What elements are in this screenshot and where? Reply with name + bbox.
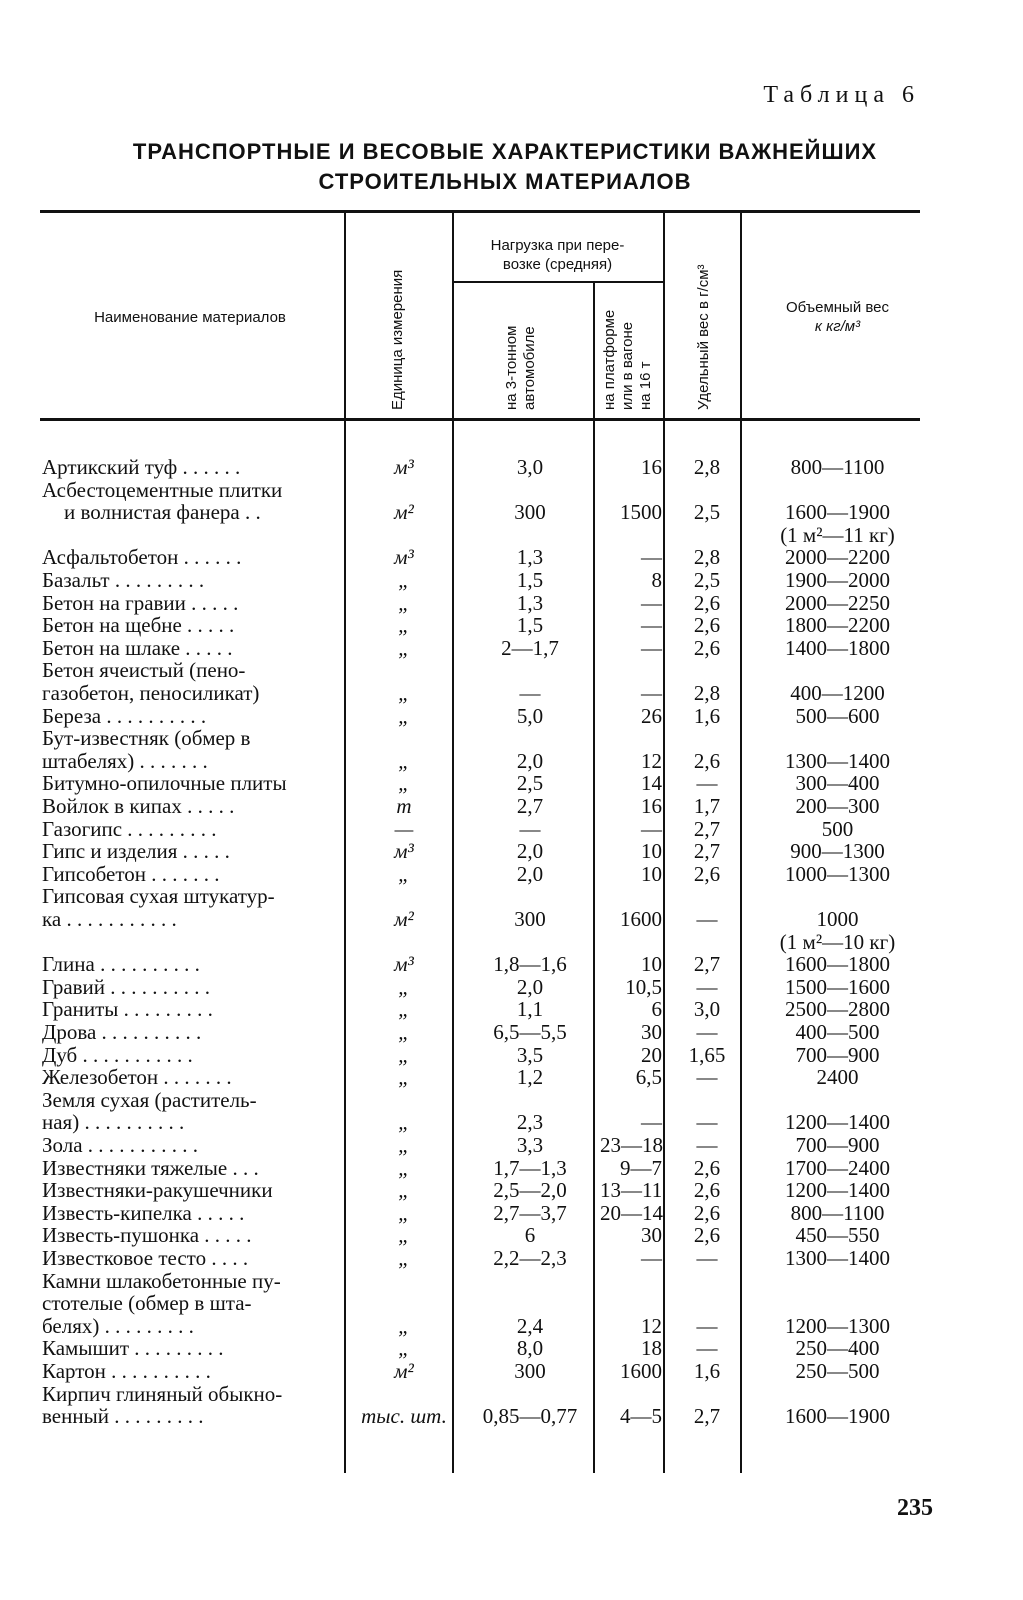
cell-wagon: 4—5 <box>620 1404 662 1429</box>
cell-name: Глина . . . . . . . . . . <box>42 953 200 977</box>
cell-wagon: 20—14 <box>600 1200 663 1225</box>
cell-specific: 2,8 <box>693 681 721 705</box>
cell-auto: 300 <box>514 1359 546 1383</box>
cell-auto: 1,3 <box>516 590 544 615</box>
cell-auto: — <box>519 681 541 705</box>
cell-auto: 300 <box>514 500 546 525</box>
header-volume-line-1: Объемный вес <box>785 299 890 316</box>
cell-auto: 2—1,7 <box>501 635 559 660</box>
cell-specific: 2,6 <box>693 748 721 773</box>
header-auto-line-2: автомобиле <box>521 326 538 410</box>
cell-unit: „ <box>398 1246 410 1270</box>
cell-name: газобетон, пеносиликат) <box>42 682 260 705</box>
cell-unit: „ <box>398 1133 410 1157</box>
header-wagon <box>601 310 655 410</box>
cell-specific: — <box>696 907 718 931</box>
cell-name: Асбестоцементные плитки <box>42 478 283 502</box>
cell-name: Известковое тесто . . . . <box>42 1247 249 1270</box>
table-row <box>0 659 1023 682</box>
table-row <box>0 569 1023 592</box>
cell-volume: 700—900 <box>795 1133 880 1157</box>
cell-wagon: 12 <box>641 748 662 773</box>
table-row <box>0 1405 1023 1428</box>
header-auto-line-1: на 3-тонном <box>503 325 520 410</box>
table-row <box>0 479 1023 502</box>
cell-auto: 2,5—2,0 <box>493 1178 567 1203</box>
cell-wagon: — <box>641 1110 662 1135</box>
cell-volume: 2400 <box>816 1065 859 1090</box>
cell-specific: — <box>696 771 718 796</box>
cell-auto: 3,3 <box>516 1133 544 1157</box>
cell-wagon: 10 <box>641 861 662 886</box>
cell-volume: 400—500 <box>795 1020 880 1044</box>
cell-unit: „ <box>398 1065 410 1090</box>
cell-wagon: — <box>641 613 662 638</box>
cell-specific: — <box>696 1313 718 1338</box>
cell-specific: 2,6 <box>693 861 721 886</box>
page-number: 235 <box>897 1495 933 1521</box>
cell-volume: 1600—1900 <box>785 500 890 525</box>
cell-specific: 2,8 <box>693 455 721 479</box>
cell-unit: „ <box>398 613 410 638</box>
cell-auto: 1,1 <box>516 997 544 1022</box>
cell-auto: 2,7 <box>516 794 544 818</box>
cell-specific: 2,7 <box>693 839 721 864</box>
load-subheader-rule <box>452 281 663 283</box>
table-row <box>0 1021 1023 1044</box>
table-row <box>0 772 1023 795</box>
cell-name: Бетон на гравии . . . . . <box>42 591 239 615</box>
cell-auto: 0,85—0,77 <box>482 1404 578 1429</box>
header-auto <box>503 326 539 410</box>
cell-unit: м³ <box>394 952 414 977</box>
table-row <box>0 953 1023 976</box>
cell-unit: „ <box>398 1155 410 1180</box>
cell-specific: 2,7 <box>693 952 721 977</box>
cell-volume: 1300—1400 <box>785 1246 890 1270</box>
cell-auto: 2,0 <box>516 861 544 886</box>
cell-volume: 900—1300 <box>790 839 885 864</box>
table-row <box>0 1247 1023 1270</box>
cell-unit: „ <box>398 1313 410 1338</box>
cell-specific: 2,6 <box>693 1200 721 1225</box>
cell-unit: м³ <box>394 455 414 479</box>
cell-auto: 2,3 <box>516 1110 544 1135</box>
table-row <box>0 1157 1023 1180</box>
title-line-1: ТРАНСПОРТНЫЕ И ВЕСОВЫЕ ХАРАКТЕРИСТИКИ ВАЖНЕЙШИХ <box>132 139 878 164</box>
table-row <box>0 1337 1023 1360</box>
cell-specific: 1,6 <box>693 1359 721 1383</box>
cell-auto: 1,5 <box>516 613 544 638</box>
header-wagon-line-2: или в вагоне <box>619 321 636 410</box>
table-row <box>0 1066 1023 1089</box>
cell-volume: 1200—1400 <box>785 1178 890 1203</box>
cell-name: Дуб . . . . . . . . . . . <box>42 1043 193 1067</box>
cell-wagon: — <box>641 545 662 570</box>
cell-name: Железобетон . . . . . . . <box>42 1066 232 1090</box>
cell-volume: 1000 <box>816 907 859 931</box>
table-row <box>0 976 1023 999</box>
cell-volume: 800—1100 <box>790 455 885 479</box>
cell-specific: 2,5 <box>693 500 721 525</box>
header-volume-line-2: к кг/м³ <box>814 318 861 335</box>
cell-name: Береза . . . . . . . . . . <box>42 704 207 728</box>
cell-unit: м³ <box>394 545 414 570</box>
cell-name: Бетон ячеистый (пено- <box>42 659 246 683</box>
cell-name: Картон . . . . . . . . . . <box>42 1360 211 1383</box>
cell-wagon: 9—7 <box>620 1155 662 1180</box>
cell-volume: 250—400 <box>795 1336 880 1361</box>
cell-volume: 2500—2800 <box>785 997 890 1022</box>
cell-unit: „ <box>398 568 410 592</box>
cell-wagon: — <box>641 681 662 705</box>
cell-name: венный . . . . . . . . . <box>42 1405 204 1429</box>
cell-volume: 300—400 <box>795 771 880 796</box>
cell-wagon: 23—18 <box>600 1133 663 1157</box>
table-row <box>0 682 1023 705</box>
table-title <box>40 137 970 197</box>
cell-volume: 1800—2200 <box>785 613 890 638</box>
cell-auto: 2,5 <box>516 771 544 796</box>
header-load-line-2: возке (средняя) <box>502 256 613 273</box>
cell-wagon: 10 <box>641 839 662 864</box>
table-row <box>0 1202 1023 1225</box>
cell-name: Граниты . . . . . . . . . <box>42 998 213 1022</box>
cell-auto: 8,0 <box>516 1336 544 1361</box>
cell-specific: 2,5 <box>693 568 721 592</box>
table-row <box>0 614 1023 637</box>
cell-name: Битумно-опилочные плиты <box>42 772 287 796</box>
header-wagon-line-1: на платформе <box>601 309 618 410</box>
cell-wagon: 1500 <box>620 500 662 525</box>
cell-volume: 400—1200 <box>790 681 885 705</box>
table-row <box>0 931 1023 954</box>
table-row <box>0 546 1023 569</box>
header-load <box>452 236 663 274</box>
cell-volume: 250—500 <box>795 1359 880 1383</box>
cell-auto: 2,2—2,3 <box>493 1246 567 1270</box>
cell-unit: „ <box>398 1336 410 1361</box>
cell-specific: — <box>696 1246 718 1270</box>
cell-specific: 1,6 <box>693 703 721 728</box>
cell-name: Гипсовая сухая штукатур- <box>42 885 275 909</box>
cell-wagon: 6 <box>651 997 662 1022</box>
cell-volume: 500 <box>821 816 854 841</box>
cell-specific: 2,6 <box>693 1223 721 1248</box>
cell-specific: 2,8 <box>693 545 721 570</box>
cell-unit: „ <box>398 590 410 615</box>
cell-unit: м² <box>394 500 414 525</box>
cell-wagon: 8 <box>651 568 662 592</box>
cell-unit: „ <box>398 1223 410 1248</box>
cell-specific: — <box>696 1336 718 1361</box>
cell-name: Бут-известняк (обмер в <box>42 727 251 751</box>
cell-name: и волнистая фанера . . <box>64 501 261 525</box>
cell-wagon: 13—11 <box>600 1178 663 1203</box>
cell-name: Газогипс . . . . . . . . . <box>42 817 217 841</box>
cell-name: ная) . . . . . . . . . . <box>42 1111 185 1135</box>
header-bottom-rule <box>40 418 920 421</box>
table-row <box>0 863 1023 886</box>
cell-auto: 2,0 <box>516 748 544 773</box>
cell-volume: 700—900 <box>795 1042 880 1067</box>
table-row <box>0 1360 1023 1383</box>
table-row <box>0 998 1023 1021</box>
header-load-line-1: Нагрузка при пере- <box>490 237 625 254</box>
cell-wagon: 12 <box>641 1313 662 1338</box>
cell-specific: 2,6 <box>693 635 721 660</box>
cell-unit: „ <box>398 635 410 660</box>
cell-volume: 1400—1800 <box>785 635 890 660</box>
cell-volume: 1600—1900 <box>785 1404 890 1429</box>
header-specific: Удельный вес в г/см³ <box>695 264 712 410</box>
table-top-rule <box>40 210 920 213</box>
table-row <box>0 750 1023 773</box>
cell-volume: 1500—1600 <box>785 974 890 999</box>
table-row <box>0 840 1023 863</box>
cell-name: Бетон на шлаке . . . . . <box>42 636 233 660</box>
cell-wagon: 1600 <box>620 1359 662 1383</box>
cell-auto: 1,7—1,3 <box>493 1155 567 1180</box>
cell-auto: 2,0 <box>516 839 544 864</box>
cell-auto: 1,2 <box>516 1065 544 1090</box>
cell-unit: „ <box>398 861 410 886</box>
table-row <box>0 727 1023 750</box>
cell-specific: — <box>696 1110 718 1135</box>
cell-name: Земля сухая (раститель- <box>42 1088 257 1112</box>
table-row <box>0 456 1023 479</box>
cell-unit: „ <box>398 748 410 773</box>
cell-specific: — <box>696 1133 718 1157</box>
table-row <box>0 1179 1023 1202</box>
cell-name: Камышит . . . . . . . . . <box>42 1337 224 1361</box>
cell-name: Войлок в кипах . . . . . <box>42 795 235 818</box>
header-wagon-line-3: на 16 т <box>637 361 654 410</box>
cell-specific: 2,6 <box>693 613 721 638</box>
cell-auto: 3,5 <box>516 1042 544 1067</box>
cell-specific: 1,65 <box>688 1042 726 1067</box>
cell-wagon: 6,5 <box>635 1065 662 1090</box>
cell-auto: 3,0 <box>516 455 544 479</box>
cell-name: стотелые (обмер в шта- <box>42 1292 252 1316</box>
table-row <box>0 885 1023 908</box>
cell-auto: 5,0 <box>516 703 544 728</box>
cell-specific: 3,0 <box>693 997 721 1022</box>
table-row <box>0 908 1023 931</box>
cell-specific: 2,7 <box>693 816 721 841</box>
table-row <box>0 1315 1023 1338</box>
table-row <box>0 501 1023 524</box>
cell-name: Известняки-ракушечники <box>42 1179 273 1203</box>
cell-unit: „ <box>398 974 410 999</box>
cell-wagon: — <box>641 1246 662 1270</box>
cell-name: Известь-пушонка . . . . . <box>42 1224 252 1248</box>
table-row <box>0 1383 1023 1406</box>
table-row <box>0 637 1023 660</box>
cell-volume: (1 м²—10 кг) <box>779 929 896 954</box>
cell-auto: 1,8—1,6 <box>493 952 567 977</box>
cell-wagon: — <box>641 635 662 660</box>
cell-auto: 2,0 <box>516 974 544 999</box>
cell-volume: 1200—1400 <box>785 1110 890 1135</box>
cell-wagon: 26 <box>641 703 662 728</box>
table-row <box>0 705 1023 728</box>
cell-unit: „ <box>398 703 410 728</box>
header-name: Наименование материалов <box>94 309 286 326</box>
cell-specific: — <box>696 1065 718 1090</box>
cell-wagon: 30 <box>641 1223 662 1248</box>
cell-unit: тыс. шт. <box>361 1404 447 1429</box>
cell-name: Кирпич глиняный обыкно- <box>42 1382 283 1406</box>
table-row <box>0 592 1023 615</box>
cell-unit: „ <box>398 997 410 1022</box>
title-line-2: СТРОИТЕЛЬНЫХ МАТЕРИАЛОВ <box>318 169 692 194</box>
cell-name: ка . . . . . . . . . . . <box>42 908 177 931</box>
cell-wagon: 30 <box>641 1020 662 1044</box>
cell-auto: 2,7—3,7 <box>493 1200 567 1225</box>
table-row <box>0 1089 1023 1112</box>
cell-name: Известняки тяжелые . . . <box>42 1156 259 1180</box>
cell-name: Известь-кипелка . . . . . <box>42 1201 245 1225</box>
cell-name: Гравий . . . . . . . . . . <box>42 975 211 999</box>
cell-specific: 2,6 <box>693 590 721 615</box>
cell-volume: 200—300 <box>795 794 880 818</box>
cell-wagon: — <box>641 590 662 615</box>
cell-volume: 1200—1300 <box>785 1313 890 1338</box>
cell-name: Зола . . . . . . . . . . . <box>42 1134 199 1157</box>
cell-auto: 6 <box>524 1223 536 1248</box>
cell-wagon: 10 <box>641 952 662 977</box>
cell-wagon: 1600 <box>620 907 662 931</box>
table-row <box>0 1044 1023 1067</box>
cell-auto: — <box>519 816 541 841</box>
cell-name: Артикский туф . . . . . . <box>42 456 241 479</box>
cell-name: Гипсобетон . . . . . . . <box>42 862 220 886</box>
cell-volume: 2000—2200 <box>785 545 890 570</box>
cell-specific: — <box>696 974 718 999</box>
cell-specific: 2,6 <box>693 1178 721 1203</box>
cell-name: Бетон на щебне . . . . . <box>42 614 235 638</box>
cell-unit: „ <box>398 1042 410 1067</box>
cell-volume: 450—550 <box>795 1223 880 1248</box>
cell-unit: „ <box>398 1200 410 1225</box>
cell-auto: 6,5—5,5 <box>493 1020 567 1044</box>
cell-wagon: 16 <box>641 794 662 818</box>
cell-name: штабелях) . . . . . . . <box>42 749 208 773</box>
cell-unit: м³ <box>394 839 414 864</box>
header-volume <box>745 298 930 336</box>
table-row <box>0 1224 1023 1247</box>
cell-unit: м² <box>394 907 414 931</box>
cell-unit: „ <box>398 1020 410 1044</box>
cell-name: Асфальтобетон . . . . . . <box>42 546 242 570</box>
cell-name: Дрова . . . . . . . . . . <box>42 1021 202 1044</box>
cell-volume: 2000—2250 <box>785 590 890 615</box>
cell-specific: — <box>696 1020 718 1044</box>
cell-volume: 1700—2400 <box>785 1155 890 1180</box>
cell-name: белях) . . . . . . . . . <box>42 1314 194 1338</box>
cell-name: Базальт . . . . . . . . . <box>42 569 205 592</box>
table-row <box>0 1270 1023 1293</box>
cell-specific: 2,6 <box>693 1155 721 1180</box>
cell-volume: 500—600 <box>795 703 880 728</box>
header-unit: Единица измерения <box>389 269 406 410</box>
cell-unit: — <box>394 816 414 841</box>
cell-volume: 1300—1400 <box>785 748 890 773</box>
cell-auto: 2,4 <box>516 1313 544 1338</box>
cell-auto: 1,3 <box>516 545 544 570</box>
cell-volume: (1 м²—11 кг) <box>780 522 895 547</box>
cell-wagon: 14 <box>641 771 662 796</box>
cell-volume: 1000—1300 <box>785 861 890 886</box>
cell-unit: „ <box>398 1110 410 1135</box>
cell-wagon: 16 <box>641 455 662 479</box>
cell-unit: „ <box>398 681 410 705</box>
table-row <box>0 1134 1023 1157</box>
cell-wagon: 20 <box>641 1042 662 1067</box>
cell-auto: 300 <box>514 907 546 931</box>
cell-auto: 1,5 <box>516 568 544 592</box>
cell-volume: 1900—2000 <box>785 568 890 592</box>
cell-volume: 1600—1800 <box>785 952 890 977</box>
table-label: Таблица 6 <box>763 82 920 108</box>
cell-wagon: — <box>641 816 662 841</box>
cell-unit: т <box>396 794 412 818</box>
table-row <box>0 1292 1023 1315</box>
cell-specific: 2,7 <box>693 1404 721 1429</box>
cell-volume: 800—1100 <box>790 1200 885 1225</box>
table-row <box>0 795 1023 818</box>
cell-specific: 1,7 <box>693 794 721 818</box>
table-row <box>0 1111 1023 1134</box>
cell-wagon: 10,5 <box>625 974 662 999</box>
cell-unit: „ <box>398 1178 410 1203</box>
cell-unit: м² <box>394 1359 414 1383</box>
cell-name: Камни шлакобетонные пу- <box>42 1269 281 1293</box>
cell-name: Гипс и изделия . . . . . <box>42 840 230 864</box>
cell-wagon: 18 <box>641 1336 662 1361</box>
table-row <box>0 818 1023 841</box>
table-row <box>0 524 1023 547</box>
cell-unit: „ <box>398 771 410 796</box>
